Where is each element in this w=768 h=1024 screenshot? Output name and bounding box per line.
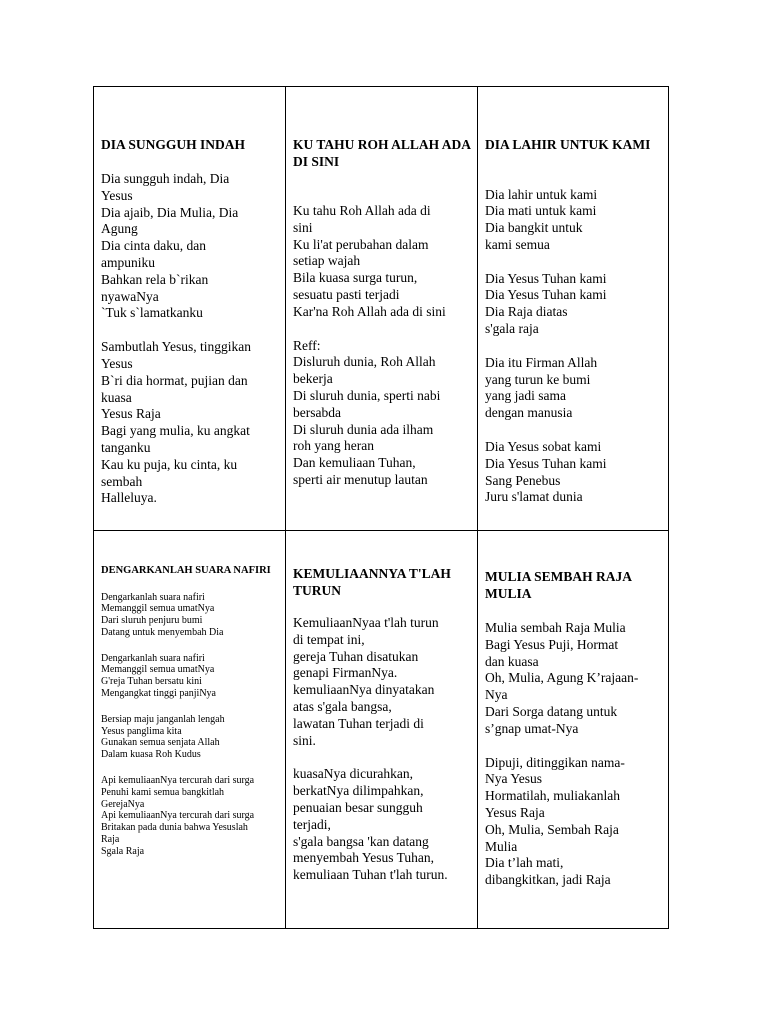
lyric-line: `Tuk s`lamatkanku [101, 305, 203, 321]
lyric-line: lawatan Tuhan terjadi di [293, 715, 424, 731]
lyric-line: Kar'na Roh Allah ada di sini [293, 303, 446, 319]
lyric-line: dibangkitkan, jadi Raja [485, 872, 611, 888]
lyric-line: Dari Sorga datang untuk [485, 703, 618, 719]
lyric-line: Api kemuliaanNya tercurah dari surga [101, 810, 255, 822]
stanza [293, 766, 477, 884]
lyric-line: bersabda [293, 404, 341, 420]
lyric-line: Api kemuliaanNya tercurah dari surga [101, 775, 255, 787]
lyric-line: nyawaNya [101, 288, 159, 304]
stanza [485, 439, 667, 506]
song-cell-mulia-sembah-raja-mulia [485, 569, 669, 906]
lyric-line: Dia sungguh indah, Dia [101, 171, 230, 186]
lyric-line: sembah [101, 473, 143, 489]
lyric-line: roh yang heran [293, 438, 374, 454]
lyric-line: sperti air menutup lautan [293, 471, 428, 487]
lyric-line: Dia ajaib, Dia Mulia, Dia [101, 204, 239, 220]
stanza [101, 592, 283, 639]
lyric-line: Yesus panglima kita [101, 725, 182, 737]
lyric-line: Bagi yang mulia, ku angkat [101, 423, 250, 439]
stanza [101, 714, 283, 761]
lyric-line: ampuniku [101, 254, 155, 270]
lyric-line: Oh, Mulia, Agung K’rajaan- [485, 670, 639, 686]
lyric-line: sini [293, 219, 313, 235]
song-cell-kemuliaannya-tlah-turun [293, 566, 477, 901]
row-divider [94, 530, 668, 531]
lyric-line: G'reja Tuhan bersatu kini [101, 676, 202, 688]
lyric-line: Nya [485, 687, 508, 703]
lyric-line: B`ri dia hormat, pujian dan [101, 372, 248, 388]
song-table [93, 86, 669, 929]
lyric-line: s'gala raja [485, 321, 539, 337]
lyric-line: Kau ku puja, ku cinta, ku [101, 456, 238, 472]
lyric-line: Dengarkanlah suara nafiri [101, 591, 205, 603]
lyric-line: Dia Yesus Tuhan kami [485, 455, 607, 471]
lyric-line: Dia itu Firman Allah [485, 354, 598, 370]
lyric-line: dengan manusia [485, 405, 573, 421]
lyric-line: tanganku [101, 439, 151, 455]
lyric-line: Halleluya. [101, 490, 157, 506]
lyric-line: Bahkan rela b`rikan [101, 271, 209, 287]
lyric-line: Hormatilah, muliakanlah [485, 788, 620, 804]
lyric-line: Mulia [485, 838, 518, 854]
lyric-line: menyembah Yesus Tuhan, [293, 850, 435, 866]
lyric-line: Agung [101, 221, 138, 237]
lyric-line: kemuliaanNya dinyatakan [293, 682, 435, 698]
stanza [101, 339, 281, 507]
lyric-line: di tempat ini, [293, 631, 365, 647]
song-title: MULIA SEMBAH RAJA MULIA [485, 569, 632, 601]
lyric-line: yang turun ke bumi [485, 371, 591, 387]
stanza [485, 187, 667, 254]
lyric-line: s’gnap umat-Nya [485, 720, 579, 736]
lyric-line: Di sluruh dunia ada ilham [293, 421, 434, 437]
lyric-line: Dia t’lah mati, [485, 855, 564, 871]
lyric-line: Mengangkat tinggi panjiNya [101, 688, 216, 700]
lyric-line: Dia Yesus Tuhan kami [485, 287, 607, 303]
lyric-line: Dia mati untuk kami [485, 203, 597, 219]
lyric-line: terjadi, [293, 816, 331, 832]
lyric-line: Datang untuk menyembah Dia [101, 626, 224, 638]
stanza [293, 203, 475, 321]
column-divider [477, 87, 478, 928]
lyric-line: Dia Yesus Tuhan kami [485, 270, 607, 286]
lyric-line: gereja Tuhan disatukan [293, 648, 419, 664]
lyric-line: genapi FirmanNya. [293, 665, 398, 681]
stanza [485, 355, 667, 422]
stanza [101, 171, 281, 322]
song-title: DIA LAHIR UNTUK KAMI [485, 137, 651, 152]
song-title: DENGARKANLAH SUARA NAFIRI [101, 565, 271, 576]
stanza [101, 653, 283, 700]
lyric-line: Penuhi kami semua bangkitlah [101, 786, 225, 798]
lyric-line: Di sluruh dunia, sperti nabi [293, 387, 441, 403]
lyric-line: kemuliaan Tuhan t'lah turun. [293, 867, 448, 883]
stanza [485, 271, 667, 338]
lyric-line: Yesus [101, 187, 133, 203]
stanza [101, 775, 283, 858]
song-title: DIA SUNGGUH INDAH [101, 137, 246, 152]
column-divider [285, 87, 286, 928]
lyric-line: sini. [293, 732, 316, 748]
lyric-line: Dengarkanlah suara nafiri [101, 652, 205, 664]
stanza [293, 338, 475, 489]
lyric-line: Dia lahir untuk kami [485, 186, 598, 202]
lyric-line: berkatNya dilimpahkan, [293, 783, 424, 799]
lyric-line: yang jadi sama [485, 388, 566, 404]
song-cell-dia-sungguh-indah [101, 137, 281, 524]
lyric-line: setiap wajah [293, 253, 361, 269]
stanza [293, 615, 477, 749]
lyric-line: sesuatu pasti terjadi [293, 286, 400, 302]
song-title: KU TAHU ROH ALLAH ADA DI SINI [293, 137, 471, 169]
stanza [485, 755, 669, 889]
song-cell-dia-lahir-untuk-kami [485, 137, 667, 523]
lyric-line: Bila kuasa surga turun, [293, 270, 418, 286]
song-title: KEMULIAANNYA T'LAH TURUN [293, 566, 451, 598]
lyric-line: Dipuji, ditinggikan nama- [485, 754, 625, 770]
lyric-line: kami semua [485, 236, 550, 252]
lyric-line: bekerja [293, 371, 333, 387]
lyric-line: Sambutlah Yesus, tinggikan [101, 339, 252, 355]
lyric-line: kuasaNya dicurahkan, [293, 766, 413, 782]
stanza [485, 620, 669, 738]
lyric-line: Dia bangkit untuk [485, 220, 583, 236]
lyric-line: Yesus [101, 355, 133, 371]
lyric-line: Dari sluruh penjuru bumi [101, 615, 203, 627]
lyric-line: Dalam kuasa Roh Kudus [101, 749, 201, 761]
lyric-line: Dia Yesus sobat kami [485, 439, 602, 455]
lyric-line: dan kuasa [485, 653, 539, 669]
lyric-line: atas s'gala bangsa, [293, 698, 392, 714]
lyric-line: s'gala bangsa 'kan datang [293, 833, 429, 849]
lyric-line: Britakan pada dunia bahwa Yesuslah [101, 822, 248, 834]
song-cell-dengarkanlah-suara-nafiri [101, 565, 283, 872]
lyric-line: Dia Raja diatas [485, 304, 568, 320]
lyric-line: kuasa [101, 389, 132, 405]
lyric-line: Sgala Raja [101, 845, 145, 857]
lyric-line: Mulia sembah Raja Mulia [485, 620, 626, 635]
lyric-line: Memanggil semua umatNya [101, 664, 215, 676]
lyric-line: Dia cinta daku, dan [101, 238, 206, 254]
lyric-line: GerejaNya [101, 798, 145, 810]
lyric-line: Gunakan semua senjata Allah [101, 737, 220, 749]
lyric-line: KemuliaanNyaa t'lah turun [293, 615, 439, 630]
lyric-line: Nya Yesus [485, 771, 543, 787]
lyric-line: Bersiap maju janganlah lengah [101, 713, 225, 725]
lyric-line: Disluruh dunia, Roh Allah [293, 354, 436, 370]
lyric-line: Yesus Raja [485, 804, 545, 820]
song-cell-ku-tahu-roh-allah [293, 137, 475, 506]
lyric-line: Sang Penebus [485, 472, 561, 488]
lyric-line: Oh, Mulia, Sembah Raja [485, 821, 619, 837]
lyric-line: Juru s'lamat dunia [485, 489, 583, 505]
lyric-line: Bagi Yesus Puji, Hormat [485, 636, 619, 652]
lyric-line: Ku tahu Roh Allah ada di [293, 203, 431, 218]
lyric-line: Ku li'at perubahan dalam [293, 236, 429, 252]
lyric-line: Dan kemuliaan Tuhan, [293, 455, 416, 471]
lyric-line: Raja [101, 834, 120, 846]
lyric-line: Memanggil semua umatNya [101, 603, 215, 615]
lyric-line: Reff: [293, 337, 321, 353]
lyric-line: penuaian besar sungguh [293, 799, 423, 815]
lyric-line: Yesus Raja [101, 406, 161, 422]
